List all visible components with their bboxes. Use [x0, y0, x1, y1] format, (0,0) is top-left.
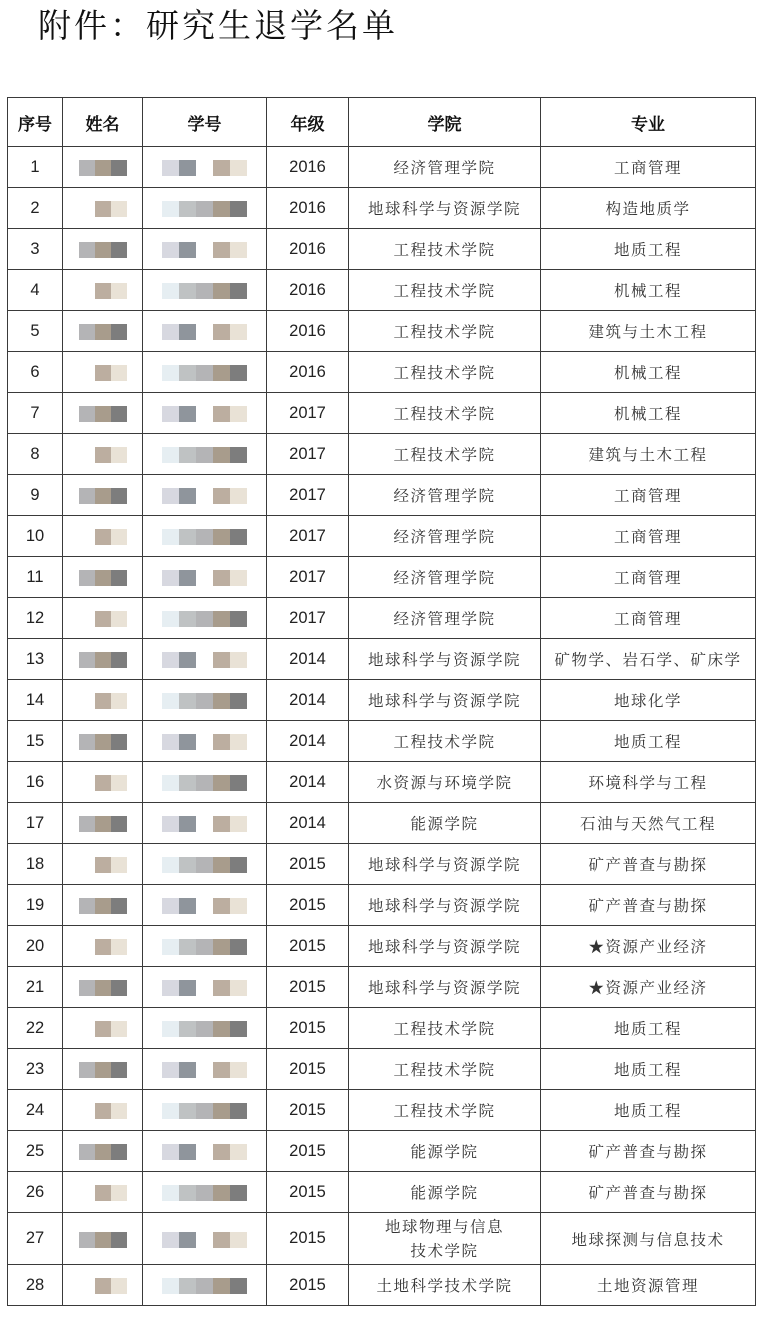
- row-index: 1: [8, 147, 63, 188]
- table-row: [8, 926, 756, 967]
- redacted-mosaic: [162, 1232, 247, 1248]
- row-college: 经济管理学院: [349, 557, 541, 598]
- header-grade: 年级: [267, 98, 349, 147]
- table-row: [8, 434, 756, 475]
- table-row: [8, 516, 756, 557]
- table-row: [8, 721, 756, 762]
- redacted-mosaic: [162, 1062, 247, 1078]
- row-index: 24: [8, 1090, 63, 1131]
- row-name-redacted: [63, 803, 143, 844]
- redacted-mosaic: [79, 406, 127, 422]
- row-grade: 2016: [267, 147, 349, 188]
- row-student-id-redacted: [143, 1213, 267, 1265]
- redacted-mosaic: [162, 816, 247, 832]
- row-name-redacted: [63, 762, 143, 803]
- row-grade: 2014: [267, 639, 349, 680]
- row-college: 经济管理学院: [349, 598, 541, 639]
- row-major: 土地资源管理: [541, 1265, 756, 1306]
- row-major: 环境科学与工程: [541, 762, 756, 803]
- row-student-id-redacted: [143, 516, 267, 557]
- row-name-redacted: [63, 680, 143, 721]
- redacted-mosaic: [79, 1232, 127, 1248]
- redacted-mosaic: [79, 488, 127, 504]
- row-college: 工程技术学院: [349, 1008, 541, 1049]
- header-name: 姓名: [63, 98, 143, 147]
- row-student-id-redacted: [143, 557, 267, 598]
- row-index: 7: [8, 393, 63, 434]
- redacted-mosaic: [162, 447, 247, 463]
- redacted-mosaic: [79, 693, 127, 709]
- row-major: 地球化学: [541, 680, 756, 721]
- row-college: 经济管理学院: [349, 516, 541, 557]
- row-name-redacted: [63, 270, 143, 311]
- redacted-mosaic: [79, 1278, 127, 1294]
- row-major: 矿产普查与勘探: [541, 1172, 756, 1213]
- redacted-mosaic: [79, 447, 127, 463]
- row-name-redacted: [63, 557, 143, 598]
- row-name-redacted: [63, 393, 143, 434]
- row-name-redacted: [63, 1049, 143, 1090]
- redacted-mosaic: [79, 324, 127, 340]
- row-name-redacted: [63, 721, 143, 762]
- redacted-mosaic: [79, 939, 127, 955]
- redacted-mosaic: [162, 283, 247, 299]
- row-major: 矿产普查与勘探: [541, 844, 756, 885]
- row-grade: 2017: [267, 598, 349, 639]
- redacted-mosaic: [79, 1062, 127, 1078]
- row-college: 工程技术学院: [349, 270, 541, 311]
- row-college: 能源学院: [349, 803, 541, 844]
- redacted-mosaic: [79, 160, 127, 176]
- table-row: [8, 844, 756, 885]
- table-row: [8, 1008, 756, 1049]
- row-major: 工商管理: [541, 598, 756, 639]
- redacted-mosaic: [162, 1278, 247, 1294]
- redacted-mosaic: [162, 898, 247, 914]
- table-row: [8, 311, 756, 352]
- row-student-id-redacted: [143, 639, 267, 680]
- row-name-redacted: [63, 885, 143, 926]
- redacted-mosaic: [162, 1103, 247, 1119]
- row-index: 3: [8, 229, 63, 270]
- table-row: [8, 188, 756, 229]
- redacted-mosaic: [79, 980, 127, 996]
- row-college: 工程技术学院: [349, 229, 541, 270]
- row-name-redacted: [63, 967, 143, 1008]
- row-grade: 2015: [267, 885, 349, 926]
- row-name-redacted: [63, 475, 143, 516]
- row-student-id-redacted: [143, 1131, 267, 1172]
- row-grade: 2014: [267, 680, 349, 721]
- row-grade: 2015: [267, 844, 349, 885]
- row-college: 土地科学技术学院: [349, 1265, 541, 1306]
- row-student-id-redacted: [143, 844, 267, 885]
- row-major: 机械工程: [541, 393, 756, 434]
- table-row: [8, 885, 756, 926]
- row-index: 28: [8, 1265, 63, 1306]
- row-student-id-redacted: [143, 1049, 267, 1090]
- row-major: 工商管理: [541, 147, 756, 188]
- row-major: 工商管理: [541, 557, 756, 598]
- row-major: ★资源产业经济: [541, 967, 756, 1008]
- table-row: [8, 598, 756, 639]
- row-index: 5: [8, 311, 63, 352]
- row-college: 能源学院: [349, 1172, 541, 1213]
- row-name-redacted: [63, 1090, 143, 1131]
- row-index: 11: [8, 557, 63, 598]
- row-name-redacted: [63, 229, 143, 270]
- redacted-mosaic: [162, 201, 247, 217]
- table-row: [8, 1131, 756, 1172]
- row-major: 地质工程: [541, 1090, 756, 1131]
- row-name-redacted: [63, 434, 143, 475]
- redacted-mosaic: [79, 816, 127, 832]
- redacted-mosaic: [79, 570, 127, 586]
- table-row: [8, 557, 756, 598]
- row-student-id-redacted: [143, 967, 267, 1008]
- redacted-mosaic: [162, 488, 247, 504]
- row-index: 14: [8, 680, 63, 721]
- row-name-redacted: [63, 311, 143, 352]
- redacted-mosaic: [79, 734, 127, 750]
- header-major: 专业: [541, 98, 756, 147]
- row-college: 水资源与环境学院: [349, 762, 541, 803]
- redacted-mosaic: [162, 242, 247, 258]
- redacted-mosaic: [162, 1185, 247, 1201]
- row-major: 建筑与土木工程: [541, 434, 756, 475]
- row-index: 15: [8, 721, 63, 762]
- row-grade: 2015: [267, 1090, 349, 1131]
- row-index: 12: [8, 598, 63, 639]
- redacted-mosaic: [162, 406, 247, 422]
- row-grade: 2015: [267, 1265, 349, 1306]
- row-index: 22: [8, 1008, 63, 1049]
- row-name-redacted: [63, 926, 143, 967]
- row-index: 18: [8, 844, 63, 885]
- redacted-mosaic: [162, 1144, 247, 1160]
- redacted-mosaic: [79, 1185, 127, 1201]
- row-major: 地球探测与信息技术: [541, 1213, 756, 1265]
- row-major: 机械工程: [541, 270, 756, 311]
- row-student-id-redacted: [143, 229, 267, 270]
- row-major: 石油与天然气工程: [541, 803, 756, 844]
- redacted-mosaic: [79, 1021, 127, 1037]
- redacted-mosaic: [162, 734, 247, 750]
- row-major: 地质工程: [541, 721, 756, 762]
- row-college: 地球科学与资源学院: [349, 885, 541, 926]
- row-major: ★资源产业经济: [541, 926, 756, 967]
- table-body: [8, 147, 756, 1306]
- row-grade: 2017: [267, 475, 349, 516]
- row-grade: 2017: [267, 516, 349, 557]
- redacted-mosaic: [79, 283, 127, 299]
- redacted-mosaic: [79, 611, 127, 627]
- header-college: 学院: [349, 98, 541, 147]
- row-grade: 2017: [267, 393, 349, 434]
- redacted-mosaic: [162, 775, 247, 791]
- row-grade: 2014: [267, 803, 349, 844]
- table-row: [8, 803, 756, 844]
- redacted-mosaic: [79, 652, 127, 668]
- document-title: 附件：研究生退学名单: [38, 6, 398, 45]
- redacted-mosaic: [162, 980, 247, 996]
- redacted-mosaic: [162, 365, 247, 381]
- row-student-id-redacted: [143, 1172, 267, 1213]
- redacted-mosaic: [162, 693, 247, 709]
- row-student-id-redacted: [143, 721, 267, 762]
- row-index: 4: [8, 270, 63, 311]
- row-major: 建筑与土木工程: [541, 311, 756, 352]
- header-index: 序号: [8, 98, 63, 147]
- row-student-id-redacted: [143, 926, 267, 967]
- redacted-mosaic: [79, 898, 127, 914]
- row-grade: 2015: [267, 926, 349, 967]
- row-index: 13: [8, 639, 63, 680]
- row-student-id-redacted: [143, 1090, 267, 1131]
- table-row: [8, 147, 756, 188]
- redacted-mosaic: [162, 570, 247, 586]
- row-grade: 2015: [267, 1213, 349, 1265]
- row-index: 9: [8, 475, 63, 516]
- row-student-id-redacted: [143, 1008, 267, 1049]
- row-grade: 2015: [267, 1049, 349, 1090]
- row-name-redacted: [63, 516, 143, 557]
- row-college: 地球科学与资源学院: [349, 844, 541, 885]
- row-college: 地球科学与资源学院: [349, 967, 541, 1008]
- row-index: 27: [8, 1213, 63, 1265]
- table-row: [8, 229, 756, 270]
- row-student-id-redacted: [143, 434, 267, 475]
- table-row: [8, 639, 756, 680]
- table-row: [8, 762, 756, 803]
- row-major: 地质工程: [541, 1049, 756, 1090]
- header-student-id: 学号: [143, 98, 267, 147]
- row-student-id-redacted: [143, 475, 267, 516]
- row-major: 地质工程: [541, 229, 756, 270]
- row-name-redacted: [63, 639, 143, 680]
- row-college: 经济管理学院: [349, 475, 541, 516]
- table-row: [8, 270, 756, 311]
- row-student-id-redacted: [143, 352, 267, 393]
- redacted-mosaic: [162, 324, 247, 340]
- row-major: 矿物学、岩石学、矿床学: [541, 639, 756, 680]
- row-name-redacted: [63, 1131, 143, 1172]
- redacted-mosaic: [162, 160, 247, 176]
- row-grade: 2017: [267, 434, 349, 475]
- table-row: [8, 352, 756, 393]
- redacted-mosaic: [79, 1144, 127, 1160]
- row-grade: 2015: [267, 1172, 349, 1213]
- redacted-mosaic: [79, 242, 127, 258]
- row-grade: 2016: [267, 311, 349, 352]
- row-index: 23: [8, 1049, 63, 1090]
- row-college: 地球科学与资源学院: [349, 639, 541, 680]
- redacted-mosaic: [162, 857, 247, 873]
- row-index: 21: [8, 967, 63, 1008]
- table-header-row: [8, 98, 756, 147]
- row-student-id-redacted: [143, 147, 267, 188]
- row-grade: 2017: [267, 557, 349, 598]
- row-college: 工程技术学院: [349, 434, 541, 475]
- row-grade: 2016: [267, 270, 349, 311]
- row-major: 构造地质学: [541, 188, 756, 229]
- row-major: 工商管理: [541, 475, 756, 516]
- row-name-redacted: [63, 844, 143, 885]
- row-major: 矿产普查与勘探: [541, 885, 756, 926]
- row-college: 工程技术学院: [349, 393, 541, 434]
- redacted-mosaic: [79, 529, 127, 545]
- row-grade: 2014: [267, 762, 349, 803]
- row-major: 矿产普查与勘探: [541, 1131, 756, 1172]
- row-grade: 2016: [267, 352, 349, 393]
- row-college: 工程技术学院: [349, 311, 541, 352]
- row-major: 机械工程: [541, 352, 756, 393]
- redacted-mosaic: [79, 201, 127, 217]
- row-index: 10: [8, 516, 63, 557]
- row-college: 经济管理学院: [349, 147, 541, 188]
- redacted-mosaic: [79, 857, 127, 873]
- row-student-id-redacted: [143, 311, 267, 352]
- row-college: 工程技术学院: [349, 721, 541, 762]
- redacted-mosaic: [162, 529, 247, 545]
- row-index: 20: [8, 926, 63, 967]
- row-college: 工程技术学院: [349, 1049, 541, 1090]
- table-row: [8, 967, 756, 1008]
- row-major: 地质工程: [541, 1008, 756, 1049]
- row-college: 能源学院: [349, 1131, 541, 1172]
- row-student-id-redacted: [143, 270, 267, 311]
- table-row: [8, 393, 756, 434]
- row-name-redacted: [63, 598, 143, 639]
- row-index: 25: [8, 1131, 63, 1172]
- row-name-redacted: [63, 1265, 143, 1306]
- redacted-mosaic: [79, 365, 127, 381]
- row-major: 工商管理: [541, 516, 756, 557]
- row-grade: 2016: [267, 229, 349, 270]
- row-index: 2: [8, 188, 63, 229]
- row-grade: 2015: [267, 1131, 349, 1172]
- table-row: [8, 1090, 756, 1131]
- row-student-id-redacted: [143, 680, 267, 721]
- row-index: 17: [8, 803, 63, 844]
- redacted-mosaic: [162, 611, 247, 627]
- row-index: 16: [8, 762, 63, 803]
- row-student-id-redacted: [143, 598, 267, 639]
- table-row: [8, 475, 756, 516]
- redacted-mosaic: [79, 775, 127, 791]
- row-student-id-redacted: [143, 803, 267, 844]
- row-grade: 2015: [267, 1008, 349, 1049]
- row-student-id-redacted: [143, 1265, 267, 1306]
- redacted-mosaic: [162, 1021, 247, 1037]
- table-row: [8, 680, 756, 721]
- redacted-mosaic: [162, 652, 247, 668]
- row-student-id-redacted: [143, 188, 267, 229]
- table-row: [8, 1265, 756, 1306]
- row-college: 地球科学与资源学院: [349, 188, 541, 229]
- row-name-redacted: [63, 147, 143, 188]
- table-row: [8, 1172, 756, 1213]
- row-index: 19: [8, 885, 63, 926]
- withdrawal-list-table: [7, 97, 756, 1306]
- row-college: 工程技术学院: [349, 352, 541, 393]
- row-name-redacted: [63, 188, 143, 229]
- row-grade: 2014: [267, 721, 349, 762]
- row-name-redacted: [63, 1172, 143, 1213]
- table-row: [8, 1213, 756, 1265]
- row-student-id-redacted: [143, 885, 267, 926]
- redacted-mosaic: [79, 1103, 127, 1119]
- row-grade: 2015: [267, 967, 349, 1008]
- row-student-id-redacted: [143, 762, 267, 803]
- redacted-mosaic: [162, 939, 247, 955]
- row-college: 地球物理与信息技术学院: [349, 1213, 541, 1265]
- row-college: 地球科学与资源学院: [349, 680, 541, 721]
- row-index: 6: [8, 352, 63, 393]
- row-index: 8: [8, 434, 63, 475]
- row-name-redacted: [63, 352, 143, 393]
- table-row: [8, 1049, 756, 1090]
- row-index: 26: [8, 1172, 63, 1213]
- row-college: 地球科学与资源学院: [349, 926, 541, 967]
- row-grade: 2016: [267, 188, 349, 229]
- row-name-redacted: [63, 1008, 143, 1049]
- row-student-id-redacted: [143, 393, 267, 434]
- row-name-redacted: [63, 1213, 143, 1265]
- row-college: 工程技术学院: [349, 1090, 541, 1131]
